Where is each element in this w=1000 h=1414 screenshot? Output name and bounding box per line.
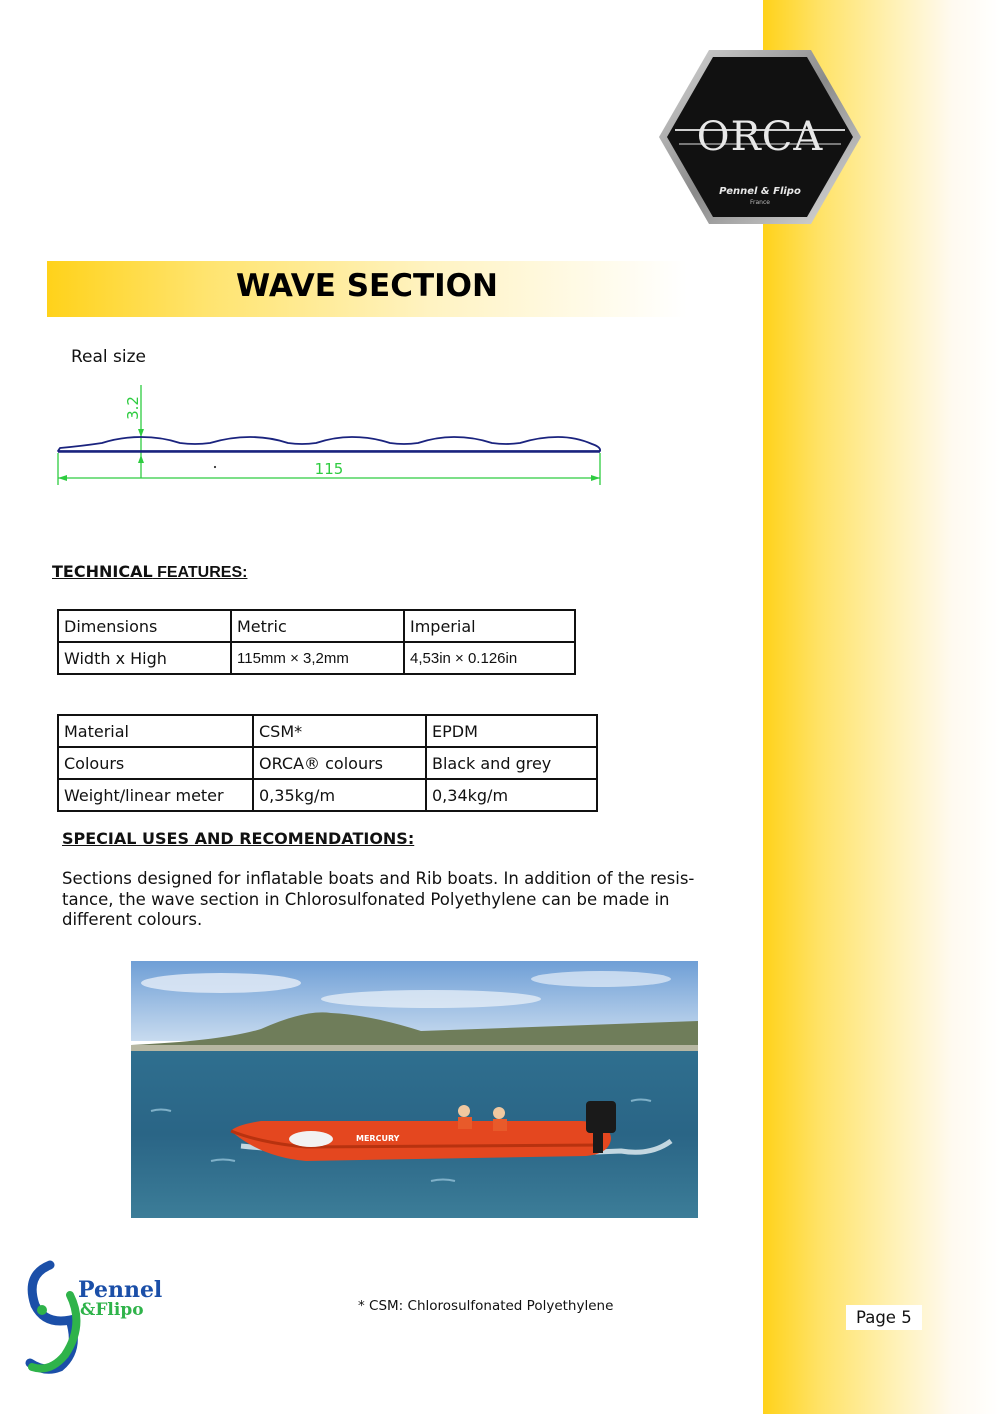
- table-row: [58, 610, 575, 642]
- table-row: [58, 779, 597, 811]
- table-cell: Metric: [231, 610, 404, 642]
- wave-section-drawing: [52, 375, 612, 490]
- rib-boat-photo: [131, 961, 698, 1218]
- technical-heading-part1: TECHNICAL: [52, 562, 153, 581]
- dimension-width-label: 115: [314, 460, 344, 478]
- page-number: Page 5: [846, 1305, 922, 1330]
- footnote: * CSM: Chlorosulfonated Polyethylene: [358, 1298, 614, 1314]
- table-cell: 4,53in × 0.126in: [404, 642, 575, 674]
- orca-logo-subtext: Pennel & Flipo: [719, 186, 801, 197]
- page-title: WAVE SECTION: [236, 268, 498, 304]
- dimension-height-label: 3.2: [124, 396, 142, 420]
- technical-heading-part2: FEATURES:: [152, 564, 248, 581]
- orca-logo: [657, 48, 863, 226]
- special-uses-heading: SPECIAL USES AND RECOMENDATIONS:: [62, 829, 415, 848]
- table-cell: 0,34kg/m: [426, 779, 597, 811]
- table-cell: Width x High: [58, 642, 231, 674]
- real-size-label: Real size: [71, 347, 147, 367]
- table-cell: Colours: [58, 747, 253, 779]
- table-cell: EPDM: [426, 715, 597, 747]
- table-cell: Weight/linear meter: [58, 779, 253, 811]
- table-row: [58, 642, 575, 674]
- table-cell: ORCA® colours: [253, 747, 426, 779]
- technical-features-heading: [52, 562, 247, 582]
- table-row: [58, 747, 597, 779]
- table-cell: 115mm × 3,2mm: [231, 642, 404, 674]
- table-cell: Dimensions: [58, 610, 231, 642]
- company-name-line2: &Flipo: [80, 1300, 144, 1320]
- material-table: [57, 714, 598, 812]
- special-uses-text: Sections designed for inflatable boats and Rib boats. In addition of the resis- tance, the wave section in Chlorosulfonated Polyethylene can be made in different colours.: [62, 869, 695, 929]
- orca-logo-text: ORCA: [696, 114, 824, 160]
- boat-brand-label: MERCURY: [356, 1134, 400, 1143]
- table-cell: Black and grey: [426, 747, 597, 779]
- company-name-line1: Pennel: [78, 1277, 163, 1303]
- dimensions-table: [57, 609, 576, 675]
- orca-logo-subtext-2: France: [750, 199, 770, 206]
- pennel-flipo-logo: [20, 1255, 170, 1375]
- table-cell: 0,35kg/m: [253, 779, 426, 811]
- title-band: [47, 261, 687, 317]
- table-row: [58, 715, 597, 747]
- table-cell: Imperial: [404, 610, 575, 642]
- table-cell: Material: [58, 715, 253, 747]
- table-cell: CSM*: [253, 715, 426, 747]
